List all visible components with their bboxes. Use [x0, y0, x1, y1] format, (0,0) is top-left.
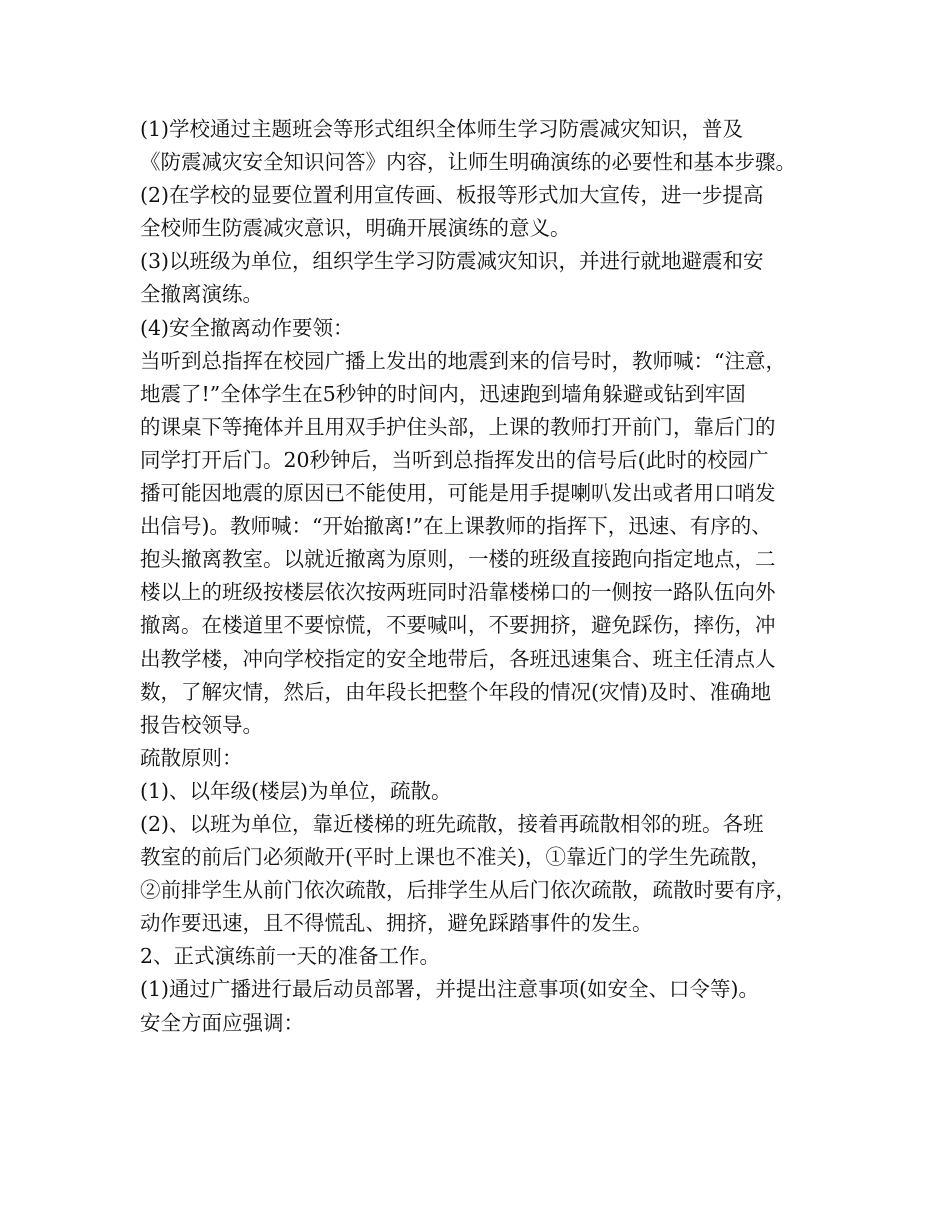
text-line: 撤离。在楼道里不要惊慌，不要喊叫，不要拥挤，避免踩伤，摔伤，冲 [140, 613, 776, 638]
text-line: (2)、以班为单位，靠近楼梯的班先疏散，接着再疏散相邻的班。各班 [140, 811, 764, 836]
text-line: (1)学校通过主题班会等形式组织全体师生学习防震减灾知识，普及 [140, 117, 744, 141]
text-line: (2)在学校的显要位置利用宣传画、板报等形式加大宣传，进一步提高 [140, 183, 764, 208]
text-line: (3)以班级为单位，组织学生学习防震减灾知识，并进行就地避震和安 [140, 249, 764, 274]
text-line: 《防震减灾安全知识问答》内容，让师生明确演练的必要性和基本步骤。 [140, 150, 796, 175]
text-line: 疏散原则： [140, 745, 243, 770]
text-line: 的课桌下等掩体并且用双手护住头部，上课的教师打开前门，靠后门的 [140, 414, 776, 439]
text-line: 安全方面应强调： [140, 1010, 304, 1035]
text-line: 全撤离演练。 [140, 282, 263, 307]
text-line: 出信号)。教师喊：“开始撤离!”在上课教师的指挥下，迅速、有序的、 [140, 514, 772, 539]
text-line: 当听到总指挥在校园广播上发出的地震到来的信号时，教师喊：“注意， [140, 348, 786, 373]
text-line: 2、正式演练前一天的准备工作。 [140, 944, 441, 969]
text-line: 抱头撤离教室。以就近撤离为原则，一楼的班级直接跑向指定地点，二 [140, 547, 776, 572]
text-line: 动作要迅速，且不得慌乱、拥挤，避免踩踏事件的发生。 [140, 911, 653, 936]
text-line: (4)安全撤离动作要领： [140, 315, 354, 340]
text-line: 播可能因地震的原因已不能使用，可能是用手提喇叭发出或者用口哨发 [140, 481, 776, 506]
text-line: ②前排学生从前门依次疏散，后排学生从后门依次疏散，疏散时要有序， [140, 878, 796, 903]
text-line: 数，了解灾情，然后，由年段长把整个年段的情况(灾情)及时、准确地 [140, 679, 771, 704]
document-body [140, 113, 830, 1040]
text-line: 出教学楼，冲向学校指定的安全地带后，各班迅速集合、班主任清点人 [140, 646, 776, 671]
text-line: 全校师生防震减灾意识，明确开展演练的意义。 [140, 216, 571, 241]
text-line: (1)、以年级(楼层)为单位，疏散。 [140, 778, 452, 803]
text-line: 地震了!”全体学生在5秒钟的时间内，迅速跑到墙角躲避或钻到牢固 [140, 381, 746, 406]
text-line: 同学打开后门。20秒钟后，当听到总指挥发出的信号后(此时的校园广 [140, 447, 769, 472]
text-line: 楼以上的班级按楼层依次按两班同时沿靠楼梯口的一侧按一路队伍向外 [140, 580, 776, 605]
text-line: 教室的前后门必须敞开(平时上课也不准关)，①靠近门的学生先疏散， [140, 845, 771, 870]
text-line: (1)通过广播进行最后动员部署，并提出注意事项(如安全、口令等)。 [140, 977, 760, 1002]
text-line: 报告校领导。 [140, 712, 263, 737]
